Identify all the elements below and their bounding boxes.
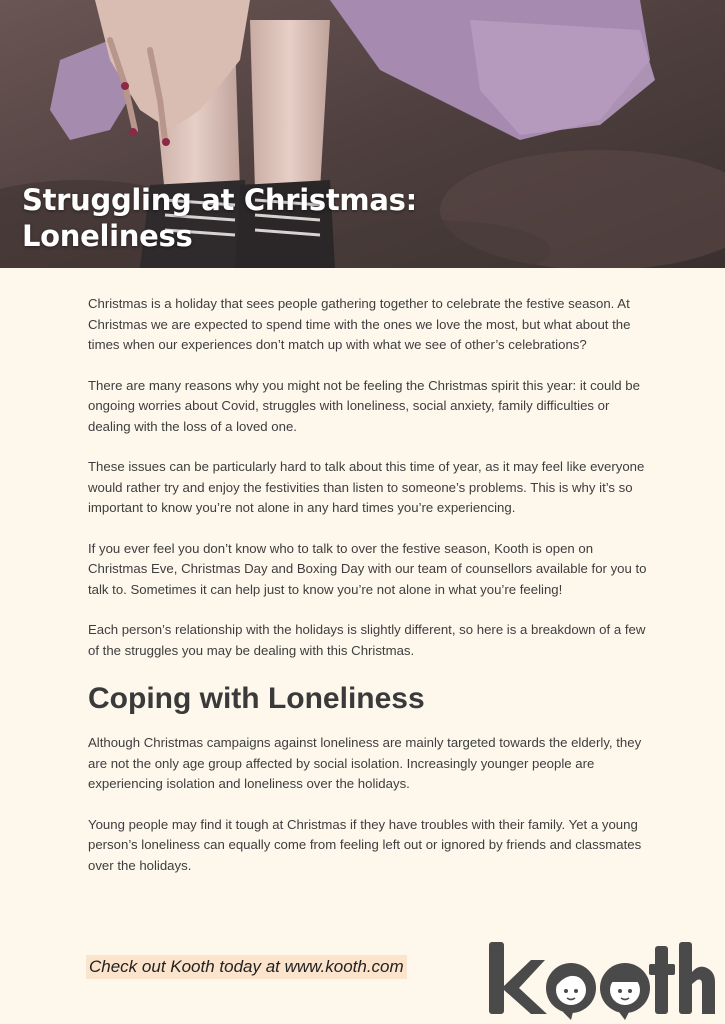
intro-paragraph-2: There are many reasons why you might not be feeling the Christmas spirit this year: it could be ongoing worries about Covid, struggles with loneliness, social anxiety, family difficulties or dealing with the loss of a loved one. (88, 377, 640, 434)
section-paragraph-1: Although Christmas campaigns against loneliness are mainly targeted towards the elderly, they are not the only age group affected by social isolation. Increasingly younger people are experiencing isolation and loneliness over the holidays. (88, 735, 642, 791)
intro-paragraph-1: Christmas is a holiday that sees people gathering together to celebrate the festive season. At Christmas we are expected to spend time with the ones we love the most, but what about the times when our experiences don’t match up with what we see of other’s celebrations? (88, 296, 631, 352)
page-title-line-2: Loneliness (22, 219, 193, 253)
intro-paragraph-5: Each person’s relationship with the holidays is slightly different, so here is a breakdown of a few of the struggles you may be dealing with this Christmas. (88, 622, 646, 658)
page-title-line-1: Struggling at Christmas: (22, 183, 417, 217)
page-title (22, 182, 417, 254)
article-body (88, 294, 648, 896)
call-to-action: Check out Kooth today at www.kooth.com (86, 955, 407, 979)
kooth-logo (487, 938, 717, 1020)
section-paragraph-2: Young people may find it tough at Christmas if they have troubles with their family. Yet a young person’s loneliness can equally come from feeling left out or ignored by friends and classmates over the holidays. (88, 816, 642, 873)
intro-paragraph-3: These issues can be particularly hard to talk about this time of year, as it may feel like everyone would rather try and enjoy the festivities than listen to someone’s problems. This is why it’s so important to know you’re not alone in any hard times you’re experiencing. (88, 459, 645, 515)
hero-photo (0, 0, 725, 268)
section-heading: Coping with Loneliness (88, 682, 425, 715)
intro-paragraph-4: If you ever feel you don’t know who to talk to over the festive season, Kooth is open on Christmas Eve, Christmas Day and Boxing Day with our team of counsellors available for you to talk to. Sometimes it can help just to know you’re not alone in what you’re feeling! (88, 540, 647, 597)
